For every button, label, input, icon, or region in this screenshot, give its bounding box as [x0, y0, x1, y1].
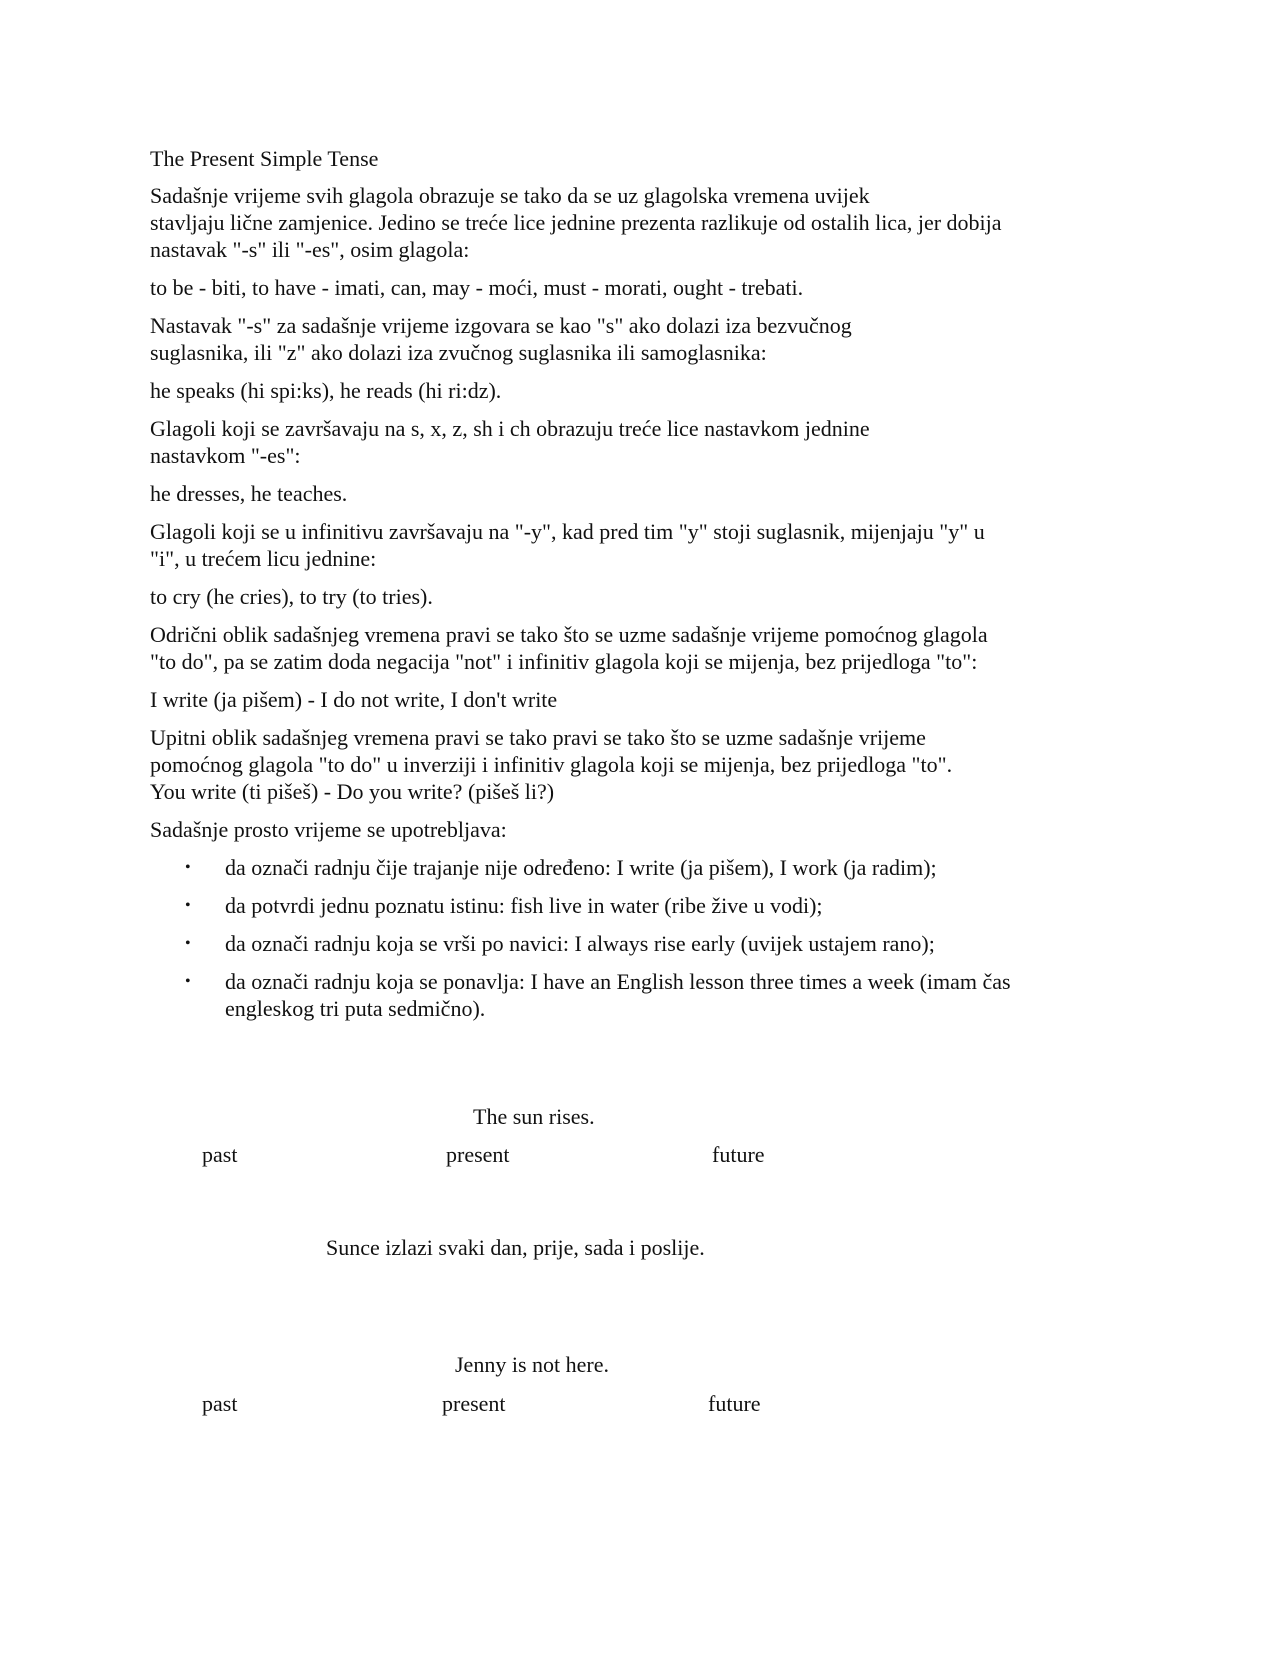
paragraph-line: Sadašnje vrijeme svih glagola obrazuje se tako da se uz glagolska vremena uvijek — [150, 183, 870, 208]
paragraph — [150, 518, 1130, 572]
list-item-text: da označi radnju koja se ponavlja: I have an English lesson three times a week (imam čas — [225, 969, 1011, 994]
list-item — [150, 930, 1130, 957]
list-item-text: da potvrdi jednu poznatu istinu: fish live in water (ribe žive u vodi); — [225, 893, 823, 918]
paragraph-line: nastavkom "-es": — [150, 443, 301, 468]
paragraph-line: to cry (he cries), to try (to tries). — [150, 584, 433, 609]
list-item-text: da označi radnju čije trajanje nije određeno: I write (ja pišem), I work (ja radim); — [225, 855, 937, 880]
paragraph — [150, 312, 1130, 366]
page-title: The Present Simple Tense — [150, 146, 379, 171]
list-item — [150, 854, 1130, 881]
paragraph-line: Glagoli koji se završavaju na s, x, z, sh i ch obrazuju treće lice nastavkom jednine — [150, 416, 870, 441]
paragraph — [150, 415, 1130, 469]
timeline-label-present: present — [442, 1391, 506, 1416]
example-line — [150, 583, 1130, 610]
example-line — [150, 377, 1130, 404]
paragraph-line: You write (ti pišeš) - Do you write? (pišeš li?) — [150, 779, 555, 804]
list-item — [150, 968, 1130, 1022]
paragraph-line: "i", u trećem licu jednine: — [150, 546, 377, 571]
bullet-icon: • — [185, 859, 191, 876]
paragraph-line: "to do", pa se zatim doda negacija "not" i infinitiv glagola koji se mijenja, bez prijedloga "to": — [150, 649, 978, 674]
example-line — [150, 686, 1130, 713]
paragraph-line: Odrični oblik sadašnjeg vremena pravi se tako što se uzme sadašnje vrijeme pomoćnog glagola — [150, 622, 988, 647]
example-line — [150, 274, 1130, 301]
paragraph-line: Glagoli koji se u infinitivu završavaju na "-y", kad pred tim "y" stoji suglasnik, mijenjaju "y" u — [150, 519, 985, 544]
paragraph-line: Nastavak "-s" za sadašnje vrijeme izgovara se kao "s" ako dolazi iza bezvučnog — [150, 313, 852, 338]
paragraph — [150, 182, 1130, 263]
document-body — [150, 145, 1130, 1033]
paragraph — [150, 816, 1130, 843]
paragraph-line: he dresses, he teaches. — [150, 481, 348, 506]
timeline-label-past: past — [202, 1142, 238, 1167]
list-item — [150, 892, 1130, 919]
paragraph-line: Sadašnje prosto vrijeme se upotrebljava: — [150, 817, 507, 842]
bullet-icon: • — [185, 935, 191, 952]
list-item-text: engleskog tri puta sedmično). — [225, 996, 486, 1021]
paragraph-line: pomoćnog glagola "to do" u inverziji i infinitiv glagola koji se mijenja, bez prijedloga "to". — [150, 752, 953, 777]
paragraph — [150, 621, 1130, 675]
timeline-label-future: future — [712, 1142, 765, 1167]
list-item-text: da označi radnju koja se vrši po navici: I always rise early (uvijek ustajem rano); — [225, 931, 935, 956]
bullet-icon: • — [185, 973, 191, 990]
paragraph — [150, 724, 1130, 805]
timeline-label-present: present — [446, 1142, 510, 1167]
timeline-sentence: Jenny is not here. — [455, 1352, 609, 1377]
paragraph-line: to be - biti, to have - imati, can, may - moći, must - morati, ought - trebati. — [150, 275, 804, 300]
timeline-caption: Sunce izlazi svaki dan, prije, sada i poslije. — [326, 1235, 705, 1260]
paragraph-line: nastavak "-s" ili "-es", osim glagola: — [150, 237, 470, 262]
paragraph-line: he speaks (hi spi:ks), he reads (hi ri:dz). — [150, 378, 502, 403]
paragraph-line: suglasnika, ili "z" ako dolazi iza zvučnog suglasnika ili samoglasnika: — [150, 340, 767, 365]
example-line — [150, 480, 1130, 507]
usage-list — [150, 854, 1130, 1022]
timeline-label-future: future — [708, 1391, 761, 1416]
paragraph-line: Upitni oblik sadašnjeg vremena pravi se tako pravi se tako što se uzme sadašnje vrijeme — [150, 725, 926, 750]
paragraph-line: stavljaju lične zamjenice. Jedino se treće lice jednine prezenta razlikuje od ostalih lica, jer dobija — [150, 210, 1002, 235]
timeline-sentence: The sun rises. — [473, 1104, 595, 1129]
paragraph-line: I write (ja pišem) - I do not write, I don't write — [150, 687, 558, 712]
bullet-icon: • — [185, 897, 191, 914]
timeline-label-past: past — [202, 1391, 238, 1416]
